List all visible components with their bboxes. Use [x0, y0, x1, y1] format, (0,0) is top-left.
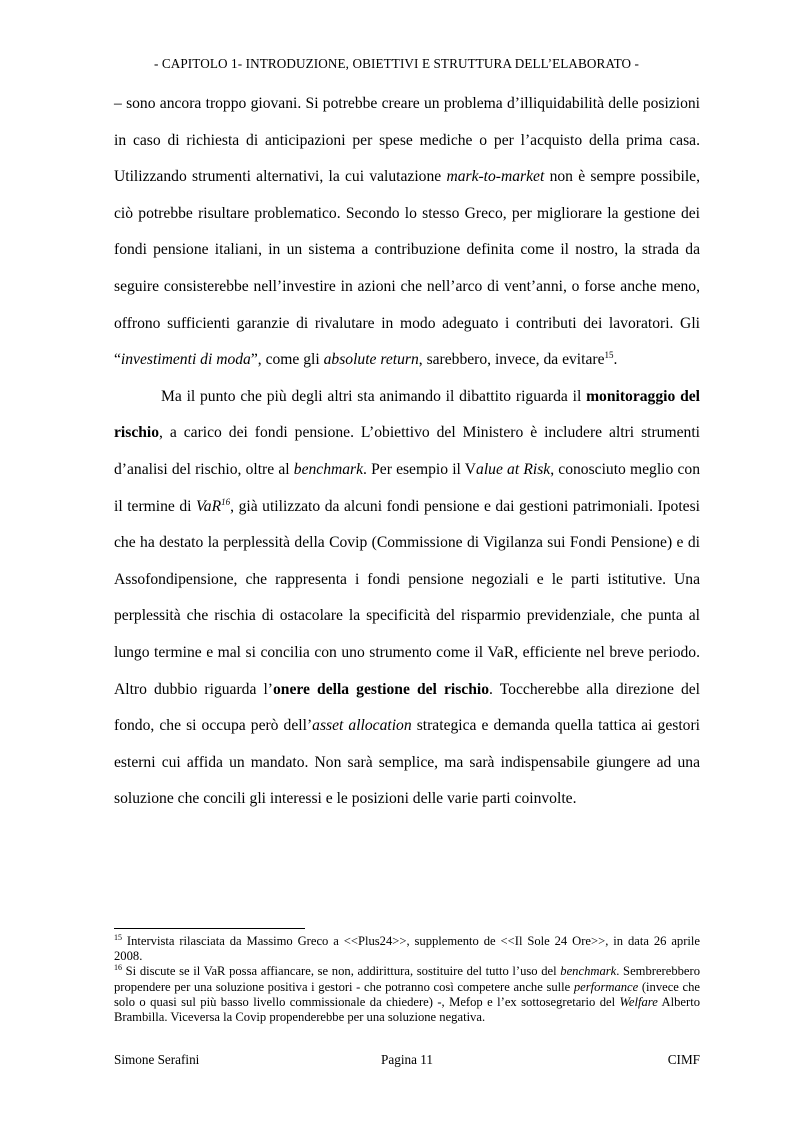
italic-term: asset allocation [312, 717, 412, 735]
page-header: - CAPITOLO 1- INTRODUZIONE, OBIETTIVI E STRUTTURA DELL’ELABORATO - [153, 56, 640, 71]
footer-organization: CIMF [667, 1052, 700, 1067]
paragraph-2 [114, 379, 700, 818]
footnote-text: Alberto Brambilla. Viceversa la Covip propenderebbe per una soluzione negativa. [114, 994, 700, 1025]
text-run: . [613, 351, 618, 369]
text-run: , già utilizzato da alcuni fondi pensione e dai gestioni patrimoniali. Ipotesi che ha destato la perplessità della Covip (Commissione di Vigilanza sui Fondi Pensione) e di Assofondipensione, che rappresenta i fondi pensione negoziali e le parti istitutive. Una perplessità che rischia di ostacolare la specificità del risparmio previdenziale, che punta al lungo termine e mal si concilia con uno strumento come il VaR, efficiente nel breve periodo. Altro dubbio riguarda l’ [114, 497, 700, 698]
italic-term: investimenti di moda [120, 351, 251, 369]
italic-term: performance [573, 979, 639, 994]
italic-term: Welfare [619, 994, 658, 1009]
footnote-ref-16[interactable] [221, 497, 230, 507]
footnote-number: 15 [114, 933, 122, 942]
text-run: non è sempre possibile, ciò potrebbe risultare problematico. Secondo lo stesso Greco, per migliorare la gestione dei fondi pensione italiani, in un sistema a contribuzione definita come il nostro, la strada da seguire consisterebbe nell’investire in azioni che nell’arco di vent’anni, o forse anche meno, offrono sufficienti garanzie di rivalutare in modo adeguato i contributi dei lavoratori. Gli “ [114, 168, 700, 369]
italic-term: VaR [196, 497, 222, 515]
text-run: . Toccherebbe alla direzione del fondo, che si occupa però dell’ [114, 680, 701, 735]
footnote-16 [114, 964, 700, 1025]
italic-term: benchmark [293, 460, 364, 478]
footer-author: Simone Serafini [114, 1052, 200, 1067]
footnote-ref-15[interactable]: 15 [604, 350, 614, 361]
footnote-text: Si discute se il VaR possa affiancare, se non, addirittura, sostituire del tutto l’uso del [122, 964, 561, 979]
text-run: Ma il punto che più degli altri sta animando il dibattito riguarda il [161, 387, 587, 405]
italic-term: benchmark [560, 964, 617, 979]
bold-term: monitoraggio del rischio [114, 387, 700, 442]
italic-term: mark-to-market [446, 168, 545, 186]
italic-term: alue at Risk [476, 460, 551, 478]
italic-term: absolute return [323, 351, 419, 369]
bold-term: onere della gestione del rischio [272, 680, 490, 698]
text-run: strategica e demanda quella tattica ai gestori esterni cui affida un mandato. Non sarà semplice, ma sarà indispensabile giungere ad una soluzione che concili gli interessi e le posizioni delle varie parti coinvolte. [114, 717, 701, 808]
text-run: ”, come gli [250, 351, 324, 369]
text-run: , sarebbero, invece, da evitare [418, 351, 605, 369]
text-run: , conosciuto meglio con il termine di [114, 460, 700, 515]
text-run: . Per esempio il V [363, 460, 477, 478]
body-text [114, 86, 700, 818]
paragraph-1 [114, 86, 700, 379]
footer-page-number: Pagina 11 [381, 1052, 433, 1067]
footnote-text: . Sembrerebbero propendere per una soluzione positiva i gestori - che potranno così competere anche sulle [114, 964, 700, 994]
footnote-text: (invece che solo o quasi sul più basso livello commissionale da chiedere) -, Mefop e l’ex sottosegretario del [114, 979, 700, 1009]
footnote-ref-number: 16 [221, 496, 231, 507]
text-run: , a carico dei fondi pensione. L’obiettivo del Ministero è includere altri strumenti d’analisi del rischio, oltre al [114, 424, 700, 478]
footnote-15 [114, 934, 700, 964]
footnote-text: Intervista rilasciata da Massimo Greco a <<Plus24>>, supplemento de <<Il Sole 24 Ore>>, in data 26 aprile 2008. [114, 934, 700, 964]
text-run: – sono ancora troppo giovani. Si potrebbe creare un problema d’illiquidabilità delle posizioni in caso di richiesta di anticipazioni per spese mediche o per l’acquisto della prima casa. Utilizzando strumenti alternativi, la cui valutazione [114, 95, 700, 186]
footnote-separator [114, 928, 305, 929]
footnote-number: 16 [114, 963, 122, 973]
footnotes [114, 934, 700, 1025]
